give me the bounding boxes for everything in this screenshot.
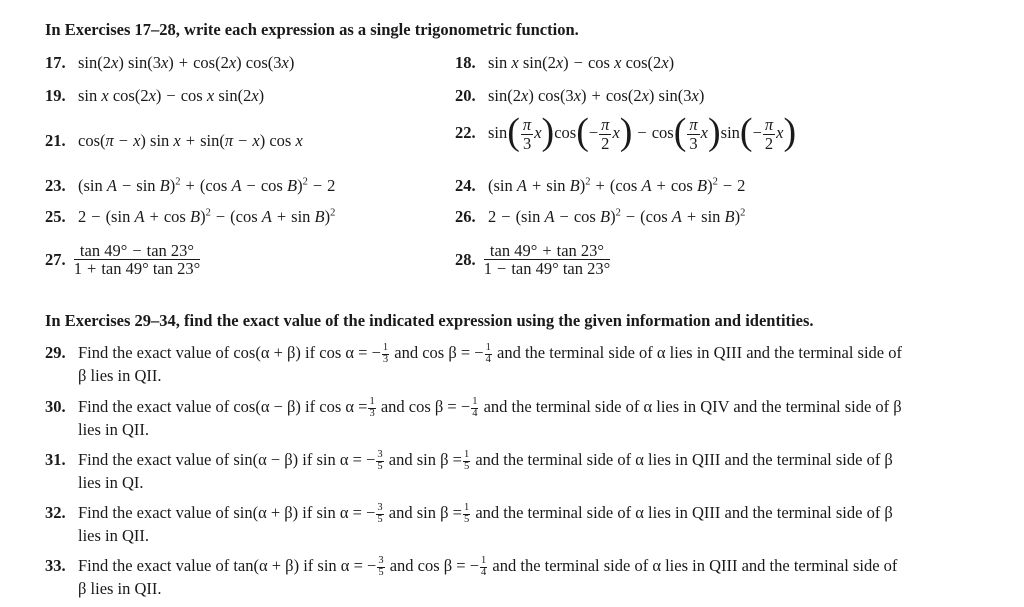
target-expression: cos(α − β) [233,397,301,416]
denominator: 4 [472,407,478,419]
exercise-number: 33. [45,556,66,575]
exercise-23 [45,176,335,196]
fraction-2 [471,397,478,419]
expression: sin x sin(2x) − cos x cos(2x) [479,53,675,72]
and-word: and [394,343,419,362]
fraction-1 [382,343,389,365]
exercise-28 [455,242,611,278]
expression: (sin A − sin B)$^2$ + (cos A − cos B)$^2$ − 2 [69,176,336,195]
expression: 2 − (sin A + cos B)$^2$ − (cos A + sin B)$^2$ [69,207,336,226]
denominator: 3 [382,353,389,365]
and-word: and [389,556,414,575]
lead-text: Find the exact value of [78,503,230,522]
exercise-21 [45,131,303,151]
expression: sin( $\frac{\pi}{3}$ x)cos(− $\frac{\pi}{2}$ x) − cos( $\frac{\pi}{3}$ x)sin(− $\frac{\pi}{2}$ x) [479,111,797,153]
exercise-18 [455,53,674,73]
continuation-text: lies in QI. [78,473,144,493]
expression: (sin A + sin B)$^2$ + (cos A + cos B)$^2$ − 2 [479,176,746,195]
exercise-25 [45,207,335,227]
exercise-number: 27. [45,249,66,269]
exercise-27 [45,242,201,278]
exercise-number: 31. [45,450,66,469]
continuation-text: β lies in QII. [78,579,162,599]
lead-text: Find the exact value of [78,397,230,416]
exercise-22 [455,111,797,153]
fraction-2 [463,450,470,472]
if-word: if [302,450,313,469]
condition-2: cos β = − [417,556,480,575]
numerator: 3 [377,449,383,461]
lead-text: Find the exact value of [78,343,230,362]
fraction-1 [376,503,383,525]
condition-1: sin α = − [316,503,376,522]
exercise-33 [45,555,985,599]
fraction-2 [480,556,487,578]
fraction-1 [368,397,375,419]
target-expression: sin(α + β) [233,503,299,522]
tail-text: and the terminal side of α lies in QIII and the terminal side of [497,343,902,362]
exercise-number: 32. [45,503,66,522]
exercise-number: 29. [45,343,66,362]
numerator: 1 [369,396,375,408]
exercise-31 [45,449,985,493]
and-word: and [388,503,413,522]
condition-2: cos β = − [422,343,484,362]
fraction-1 [376,450,383,472]
denominator: 5 [463,460,470,472]
numerator: 1 [463,449,470,461]
expression: sin(2x) cos(3x) + cos(2x) sin(3x) [479,86,705,105]
exercise-29 [45,342,985,386]
continuation-text: lies in QII. [78,526,150,546]
exercise-number: 21. [45,131,66,150]
expression: $\frac{\tan 49^\circ - \tan 23^\circ}{1 + \tan 49^\circ \tan 23^\circ}$ [73,241,201,279]
expression: 2 − (sin A − cos B)$^2$ − (cos A + sin B)$^2$ [479,207,746,226]
exercise-17 [45,53,294,73]
expression: $\frac{\tan 49^\circ + \tan 23^\circ}{1 - \tan 49^\circ \tan 23^\circ}$ [483,241,611,279]
condition-2: sin β = [416,503,462,522]
exercise-number: 23. [45,176,66,195]
denominator: 5 [378,566,384,578]
exercise-number: 24. [455,176,476,195]
expression: sin(2x) sin(3x) + cos(2x) cos(3x) [69,53,295,72]
tail-text: and the terminal side of α lies in QIII and the terminal side of β [475,503,893,522]
lead-text: Find the exact value of [78,450,230,469]
target-expression: tan(α + β) [233,556,300,575]
condition-1: sin α = − [317,556,377,575]
exercise-number: 30. [45,397,66,416]
exercise-number: 25. [45,207,66,226]
exercise-30 [45,396,985,440]
exercise-24 [455,176,745,196]
tail-text: and the terminal side of α lies in QIV and the terminal side of β [483,397,902,416]
if-word: if [303,556,314,575]
denominator: 5 [377,460,383,472]
expression: sin x cos(2x) − cos x sin(2x) [69,86,265,105]
fraction-1 [377,556,384,578]
expression: cos(π − x) sin x + sin(π − x) cos x [69,131,303,150]
target-expression: cos(α + β) [233,343,301,362]
exercise-32 [45,502,985,546]
if-word: if [305,343,316,362]
condition-1: cos α = − [319,343,381,362]
denominator: 4 [481,566,487,578]
denominator: 3 [369,407,375,419]
condition-2: cos β = − [408,397,471,416]
exercise-number: 18. [455,53,476,72]
exercise-number: 20. [455,86,476,105]
numerator: 1 [472,396,478,408]
exercise-number: 26. [455,207,476,226]
condition-1: sin α = − [316,450,376,469]
continuation-text: β lies in QII. [78,366,162,386]
numerator: 3 [377,502,383,514]
section-heading-29-34: In Exercises 29–34, find the exact value of the indicated expression using the given information and identities. [45,311,814,330]
exercise-number: 19. [45,86,66,105]
and-word: and [380,397,405,416]
exercise-number: 28. [455,249,476,269]
numerator: 1 [481,555,487,567]
condition-1: cos α = [319,397,368,416]
numerator: 3 [378,555,384,567]
denominator: 4 [485,353,491,365]
continuation-text: lies in QII. [78,420,150,440]
numerator: 1 [485,342,491,354]
exercise-number: 22. [455,122,476,142]
denominator: 5 [377,513,383,525]
tail-text: and the terminal side of α lies in QIII and the terminal side of β [475,450,893,469]
lead-text: Find the exact value of [78,556,230,575]
exercise-26 [455,207,745,227]
exercise-19 [45,86,264,106]
denominator: 5 [463,513,470,525]
target-expression: sin(α − β) [233,450,299,469]
exercise-20 [455,86,704,106]
condition-2: sin β = [416,450,462,469]
fraction-2 [485,343,492,365]
if-word: if [305,397,316,416]
numerator: 1 [382,342,389,354]
tail-text: and the terminal side of α lies in QIII and the terminal side of [492,556,898,575]
exercise-number: 17. [45,53,66,72]
if-word: if [302,503,313,522]
numerator: 1 [463,502,470,514]
fraction-2 [463,503,470,525]
and-word: and [388,450,413,469]
section-heading-17-28: In Exercises 17–28, write each expression as a single trigonometric function. [45,20,579,39]
